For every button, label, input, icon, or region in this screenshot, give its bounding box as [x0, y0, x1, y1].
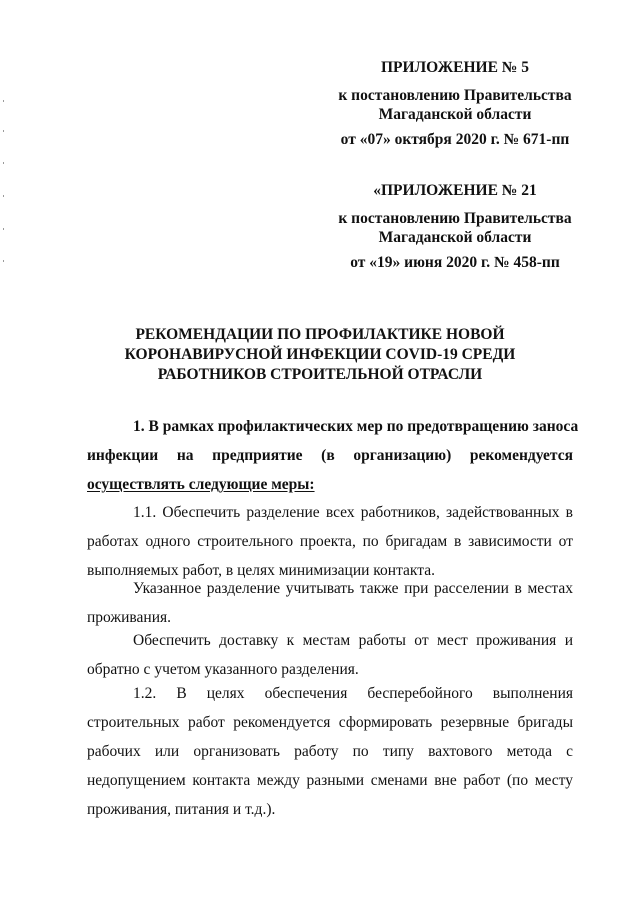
appendix-21-title: «ПРИЛОЖЕНИЕ № 21 [373, 182, 537, 199]
paragraph-1-2-line-1: 1.2. В целях обеспечения бесперебойного выполнения [133, 685, 573, 702]
paragraph-1-2-line-3: рабочих или организовать работу по типу вахтового метода с [87, 743, 573, 760]
scan-margin-marks [3, 100, 5, 270]
title-line-1: РЕКОМЕНДАЦИИ ПО ПРОФИЛАКТИКЕ НОВОЙ [135, 326, 505, 343]
appendix-5-header [300, 58, 610, 158]
paragraph-1-2 [87, 679, 573, 824]
section-1-line-3: осуществлять следующие меры: [87, 476, 315, 493]
section-1-line-2: инфекции на предприятие (в организацию) рекомендуется [87, 447, 573, 464]
appendix-5-title: ПРИЛОЖЕНИЕ № 5 [381, 59, 529, 76]
document-title [110, 325, 530, 385]
appendix-5-date-line: от «07» октября 2020 г. № 671-пп [340, 131, 570, 148]
appendix-21-date-line: от «19» июня 2020 г. № 458-пп [350, 254, 560, 271]
appendix-21-line-2: Магаданской области [378, 229, 532, 246]
paragraph-1-2-line-5: проживания, питания и т.д.). [87, 801, 276, 818]
paragraph-delivery-line-1: Обеспечить доставку к местам работы от мест проживания и [133, 632, 573, 649]
section-1-line-1: 1. В рамках профилактических мер по предотвращению заноса [133, 418, 579, 435]
paragraph-division-line-2: проживания. [87, 609, 172, 626]
paragraph-1-1 [87, 498, 573, 585]
paragraph-1-1-line-1: 1.1. Обеспечить разделение всех работников, задействованных в [133, 504, 573, 521]
appendix-21-line-1: к постановлению Правительства [338, 210, 572, 227]
title-line-3: РАБОТНИКОВ СТРОИТЕЛЬНОЙ ОТРАСЛИ [157, 366, 483, 383]
paragraph-delivery-line-2: обратно с учетом указанного разделения. [87, 661, 359, 678]
paragraph-1-2-line-4: недопущением контакта между разными сменами вне работ (по месту [87, 772, 573, 789]
appendix-5-line-2: Магаданской области [378, 106, 532, 123]
paragraph-1-1-line-2: работах одного строительного проекта, по бригадам в зависимости от [87, 533, 573, 550]
appendix-21-header [300, 181, 610, 281]
paragraph-division-line-1: Указанное разделение учитывать также при расселении в местах [133, 580, 573, 597]
section-1-paragraph [87, 412, 579, 499]
paragraph-1-1-line-3: выполняемых работ, в целях минимизации контакта. [87, 562, 435, 579]
appendix-5-line-1: к постановлению Правительства [338, 87, 572, 104]
paragraph-1-2-line-2: строительных работ рекомендуется сформировать резервные бригады [87, 714, 573, 731]
title-line-2: КОРОНАВИРУСНОЙ ИНФЕКЦИИ COVID-19 СРЕДИ [124, 346, 516, 363]
paragraph-delivery [87, 626, 573, 684]
paragraph-division [87, 574, 573, 632]
